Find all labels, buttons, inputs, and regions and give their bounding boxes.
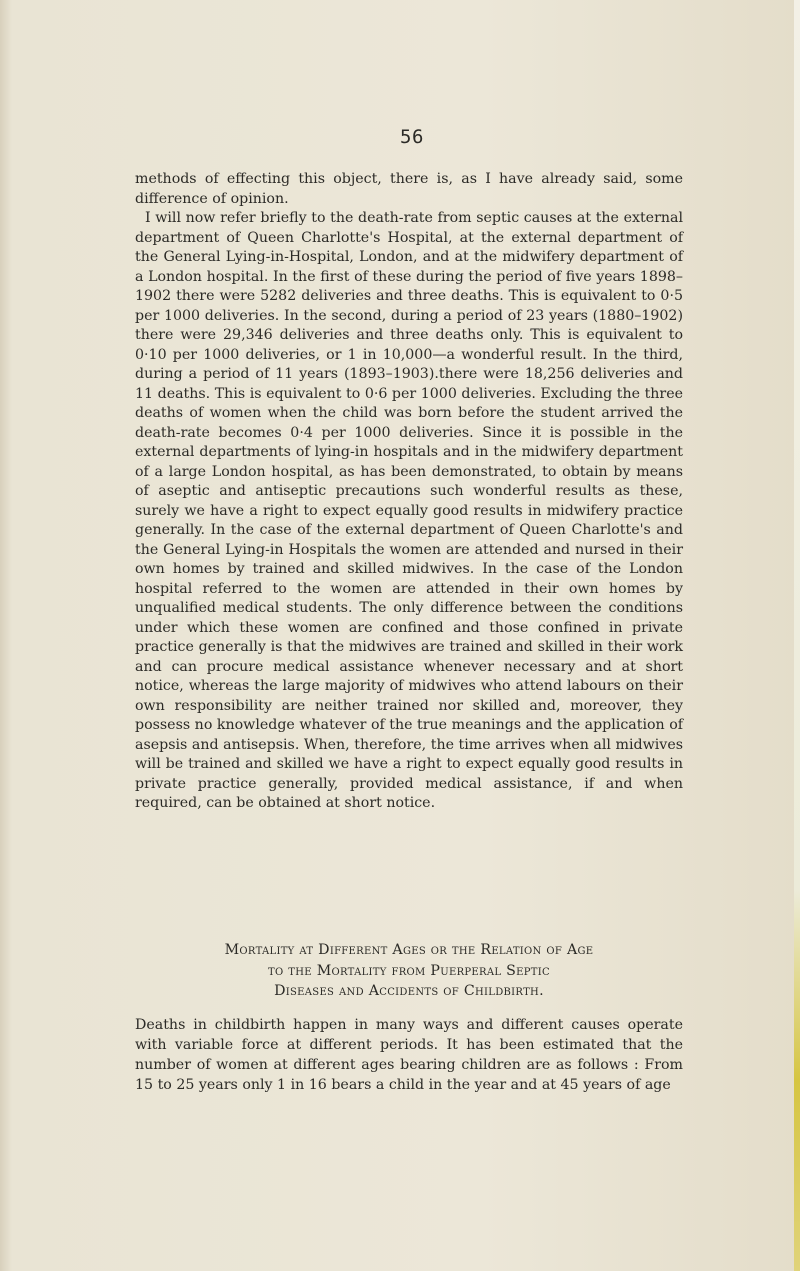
paragraph-deaths-in-childbirth: Deaths in childbirth happen in many ways and different causes operate with variable force at different periods. It has been estimated that the number of women at different ages bearing children are as follows : From 15 to 25 years only 1 in 16 bears a child in the year and at 45 years of age (135, 1017, 683, 1093)
section-heading-line-2: to the Mortality from Puerperal Septic (268, 962, 550, 979)
body-text (135, 170, 683, 814)
section-heading-line-3: Diseases and Accidents of Childbirth. (274, 983, 544, 999)
paragraph-continued: methods of effecting this object, there is, as I have already said, some difference of opinion. (135, 171, 683, 207)
paragraph-death-rate: I will now refer briefly to the death-rate from septic causes at the external department of Queen Charlotte's Hospital, at the external department of the General Lying-in-Hospital, London, and at the midwifery department of a London hospital. In the first of these during the period of five years 1898–1902 there were 5282 deliveries and three deaths. This is equivalent to 0·5 per 1000 deliveries. In the second, during a period of 23 years (1880–1902) there were 29,346 deliveries and three deaths only. This is equivalent to 0·10 per 1000 deliveries, or 1 in 10,000—a wonderful result. In the third, during a period of 11 years (1893–1903).there were 18,256 deliveries and 11 deaths. This is equivalent to 0·6 per 1000 deliveries. Excluding the three deaths of women when the child was born before the student arrived the death-rate becomes 0·4 per 1000 deliveries. Since it is possible in the external departments of lying-in hospitals and in the midwifery department of a large London hospital, as has been demonstrated, to obtain by means of aseptic and antiseptic precautions such wonderful results as these, surely we have a right to expect equally good results in midwifery practice generally. In the case of the external department of Queen Charlotte's and the General Lying-in Hospitals the women are attended and nursed in their own homes by trained and skilled midwives. In the case of the London hospital referred to the women are attended in their own homes by unqualified medical students. The only difference between the conditions under which these women are confined and those confined in private practice generally is that the midwives are trained and skilled in their work and can procure medical assistance whenever necessary and at short notice, whereas the large majority of midwives who attend labours on their own responsibility are neither trained nor skilled and, moreover, they possess no knowledge whatever of the true meanings and the application of asepsis and antisepsis. When, therefore, the time arrives when all midwives will be trained and skilled we have a right to expect equally good results in private practice generally, provided medical assistance, if and when required, can be obtained at short notice. (135, 210, 683, 811)
section-heading-line-1: Mortality at Different Ages or the Relation of Age (224, 942, 594, 958)
page-edge (794, 0, 800, 1271)
page-number: 56 (400, 126, 424, 148)
section-heading (135, 940, 683, 1002)
